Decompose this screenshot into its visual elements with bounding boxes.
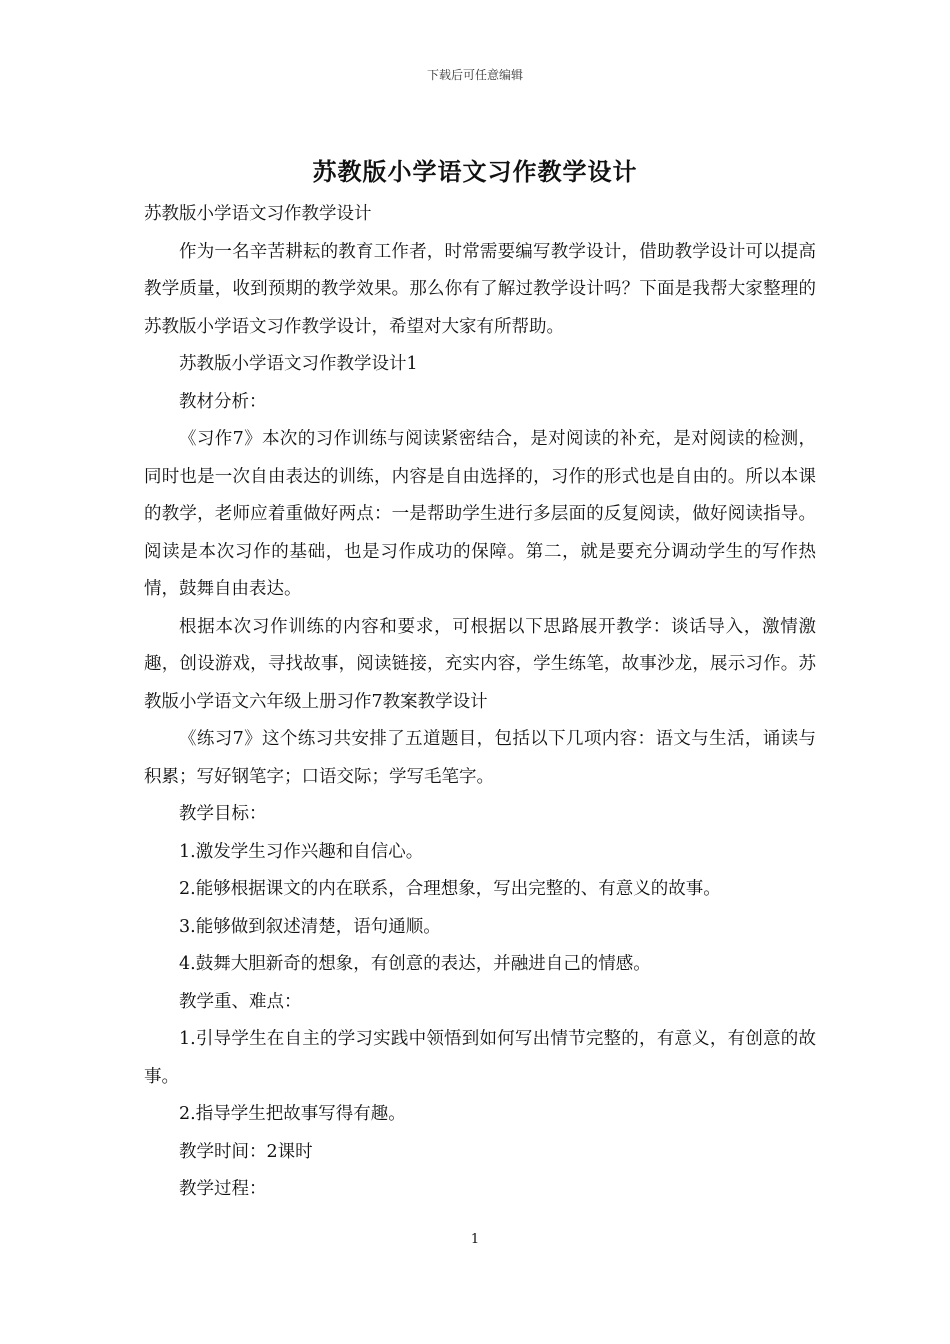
list-item: 1.引导学生在自主的学习实践中领悟到如何写出情节完整的，有意义，有创意的故事。 xyxy=(144,1029,816,1087)
paragraph: 《练习7》这个练习共安排了五道题目，包括以下几项内容：语文与生活，诵读与积累；写好钢笔字；口语交际；学写毛笔字。 xyxy=(144,729,816,787)
paragraph: 作为一名辛苦耕耘的教育工作者，时常需要编写教学设计，借助教学设计可以提高教学质量，收到预期的教学效果。那么你有了解过教学设计吗？下面是我帮大家整理的苏教版小学语文习作教学设计，希望对大家有所帮助。 xyxy=(144,241,816,337)
page-number: 1 xyxy=(470,1232,480,1247)
section-heading: 苏教版小学语文习作教学设计1 xyxy=(179,354,418,374)
list-item: 2.能够根据课文的内在联系，合理想象，写出完整的、有意义的故事。 xyxy=(179,879,721,899)
paragraph: 教材分析： xyxy=(179,391,267,412)
document-title: 苏教版小学语文习作教学设计 xyxy=(312,157,638,186)
list-item: 2.指导学生把故事写得有趣。 xyxy=(179,1104,406,1124)
page-header: 下载后可任意编辑 xyxy=(426,68,523,82)
list-item: 4.鼓舞大胆新奇的想象，有创意的表达，并融进自己的情感。 xyxy=(179,954,651,974)
list-item: 1.激发学生习作兴趣和自信心。 xyxy=(179,841,424,862)
paragraph: 教学过程： xyxy=(179,1179,267,1199)
paragraph: 教学重、难点： xyxy=(179,991,302,1012)
document-body xyxy=(144,196,816,1209)
paragraph: 苏教版小学语文习作教学设计 xyxy=(144,204,372,224)
paragraph: 根据本次习作训练的内容和要求，可根据以下思路展开教学：谈话导入，激情激趣，创设游戏，寻找故事，阅读链接，充实内容，学生练笔，故事沙龙，展示习作。苏教版小学语文六年级上册习作7教案教学设计 xyxy=(144,616,816,712)
paragraph: 教学目标： xyxy=(179,804,267,824)
paragraph: 《习作7》本次的习作训练与阅读紧密结合，是对阅读的补充，是对阅读的检测，同时也是一次自由表达的训练，内容是自由选择的，习作的形式也是自由的。所以本课的教学，老师应着重做好两点：一是帮助学生进行多层面的反复阅读，做好阅读指导。阅读是本次习作的基础，也是习作成功的保障。第二，就是要充分调动学生的写作热情，鼓舞自由表达。 xyxy=(144,429,816,599)
paragraph: 教学时间：2课时 xyxy=(179,1141,313,1162)
list-item: 3.能够做到叙述清楚，语句通顺。 xyxy=(179,916,441,937)
